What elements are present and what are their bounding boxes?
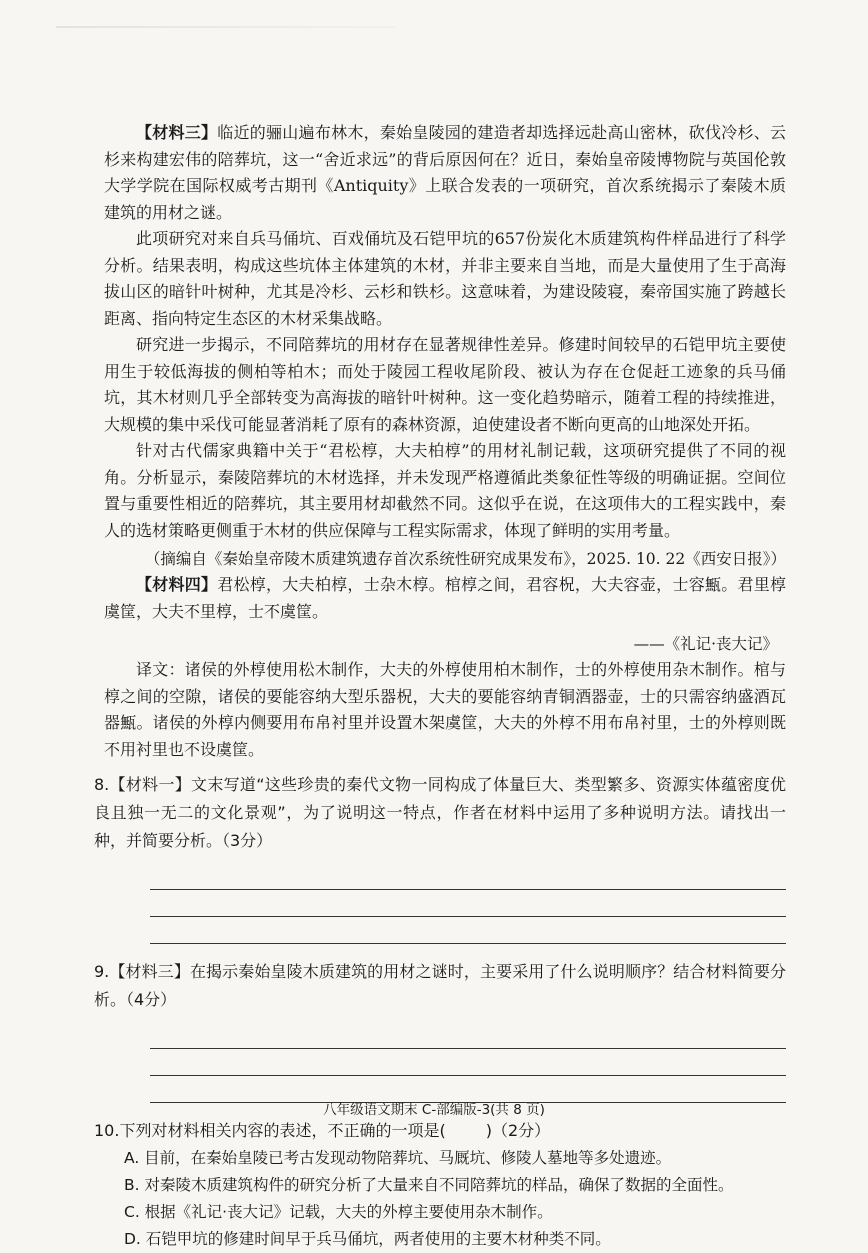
question-10-score: )（2分）: [485, 1121, 551, 1140]
material4-source: ——《礼记·丧大记》: [633, 635, 778, 653]
answer-line[interactable]: [150, 917, 786, 944]
scan-artifact: [56, 26, 396, 28]
question-9: [94, 958, 786, 1103]
question-8: [94, 771, 786, 944]
question-9-text: [94, 958, 786, 1014]
question-10-options: [124, 1145, 786, 1253]
material3-paragraph-4: 针对古代儒家典籍中关于“君松椁，大夫柏椁”的用材礼制记载，这项研究提供了不同的视角。分析显示，秦陵陪葬坑的木材选择，并未发现严格遵循此类象征性等级的明确证据。空间位置与重要性相近的陪葬坑，其主要用材却截然不同。这似乎在说，在这项伟大的工程实践中，秦人的选材策略更侧重于木材的供应保障与工程实际需求，体现了鲜明的实用考量。: [104, 441, 786, 540]
question-10-number: 10.: [94, 1121, 120, 1140]
material4-translation: 译文：诸侯的外椁使用松木制作，大夫的外椁使用柏木制作，士的外椁使用杂木制作。棺与椁之间的空隙，诸侯的要能容纳大型乐器柷，大夫的要能容纳青铜酒器壶，士的只需容纳盛酒瓦器甒。诸侯的外椁内侧要用布帛衬里并设置木架虞筐，大夫的外椁不用布帛衬里，士的外椁则既不用衬里也不设虞筐。: [104, 660, 786, 759]
question-8-number: 8.: [94, 775, 110, 794]
answer-line[interactable]: [150, 1022, 786, 1049]
answer-line[interactable]: [150, 1049, 786, 1076]
option-c[interactable]: C. 根据《礼记·丧大记》记载，大夫的外椁主要使用杂木制作。: [124, 1203, 553, 1221]
material3-paragraph-2: 此项研究对来自兵马俑坑、百戏俑坑及石铠甲坑的657份炭化木质建筑构件样品进行了科学分析。结果表明，构成这些坑体主体建筑的木材，并非主要来自当地，而是大量使用了生于高海拔山区的暗针叶树种，尤其是冷杉、云杉和铁杉。这意味着，为建设陵寝，秦帝国实施了跨越长距离、指向特定生态区的木材采集战略。: [104, 229, 786, 328]
question-8-answer-area[interactable]: [150, 863, 786, 944]
option-a[interactable]: A. 目前，在秦始皇陵已考古发现动物陪葬坑、马厩坑、修陵人墓地等多处遗迹。: [124, 1149, 672, 1167]
material4-text: 君松椁，大夫柏椁，士杂木椁。棺椁之间，君容柷，大夫容壶，士容甒。君里椁虞筐，大夫不里椁，士不虞筐。: [104, 575, 786, 621]
material4-tag: 【材料四】: [136, 575, 218, 594]
option-d[interactable]: D. 石铠甲坑的修建时间早于兵马俑坑，两者使用的主要木材种类不同。: [124, 1230, 611, 1248]
question-9-answer-area[interactable]: [150, 1022, 786, 1103]
material3-paragraph-3: 研究进一步揭示，不同陪葬坑的用材存在显著规律性差异。修建时间较早的石铠甲坑主要使用生于较低海拔的侧柏等柏木；而处于陵园工程收尾阶段、被认为存在仓促赶工迹象的兵马俑坑，其木材则几乎全部转变为高海拔的暗针叶树种。这一变化趋势暗示，随着工程的持续推进，大规模的集中采伐可能显著消耗了原有的森林资源，迫使建设者不断向更高的山地深处开拓。: [104, 335, 786, 434]
question-9-stem: 【材料三】在揭示秦始皇陵木质建筑的用材之谜时，主要采用了什么说明顺序？结合材料简要分析。（4分）: [94, 962, 786, 1009]
question-9-number: 9.: [94, 962, 110, 981]
material3-p1-text: 临近的骊山遍布林木，秦始皇陵园的建造者却选择远赴高山密林，砍伐冷杉、云杉来构建宏伟的陪葬坑，这一“舍近求远”的背后原因何在？近日，秦始皇帝陵博物院与英国伦敦大学学院在国际权威考古期刊《Antiquity》上联合发表的一项研究，首次系统揭示了秦陵木质建筑的用材之谜。: [104, 123, 786, 222]
answer-line[interactable]: [150, 863, 786, 890]
answer-line[interactable]: [150, 890, 786, 917]
question-8-stem: 【材料一】文末写道“这些珍贵的秦代文物一同构成了体量巨大、类型繁多、资源实体蕴密度优良且独一无二的文化景观”，为了说明这一特点，作者在材料中运用了多种说明方法。请找出一种，并简要分析。（3分）: [94, 775, 786, 850]
material3-tag: 【材料三】: [136, 123, 218, 142]
question-10-stem: 下列对材料相关内容的表述，不正确的一项是(: [119, 1121, 446, 1140]
page-footer: 八年级语文期末 C-部编版-3(共 8 页): [323, 1102, 545, 1118]
option-b[interactable]: B. 对秦陵木质建筑构件的研究分析了大量来自不同陪葬坑的样品，确保了数据的全面性。: [124, 1176, 734, 1194]
material3-paragraph-1: [104, 120, 786, 226]
question-8-text: [94, 771, 786, 855]
question-10: [94, 1117, 786, 1253]
question-10-text: [94, 1117, 786, 1145]
material3-source: （摘编自《秦始皇帝陵木质建筑遗存首次系统性研究成果发布》，2025. 10. 22《西安日报》）: [144, 550, 786, 568]
material4-paragraph: [104, 572, 786, 625]
